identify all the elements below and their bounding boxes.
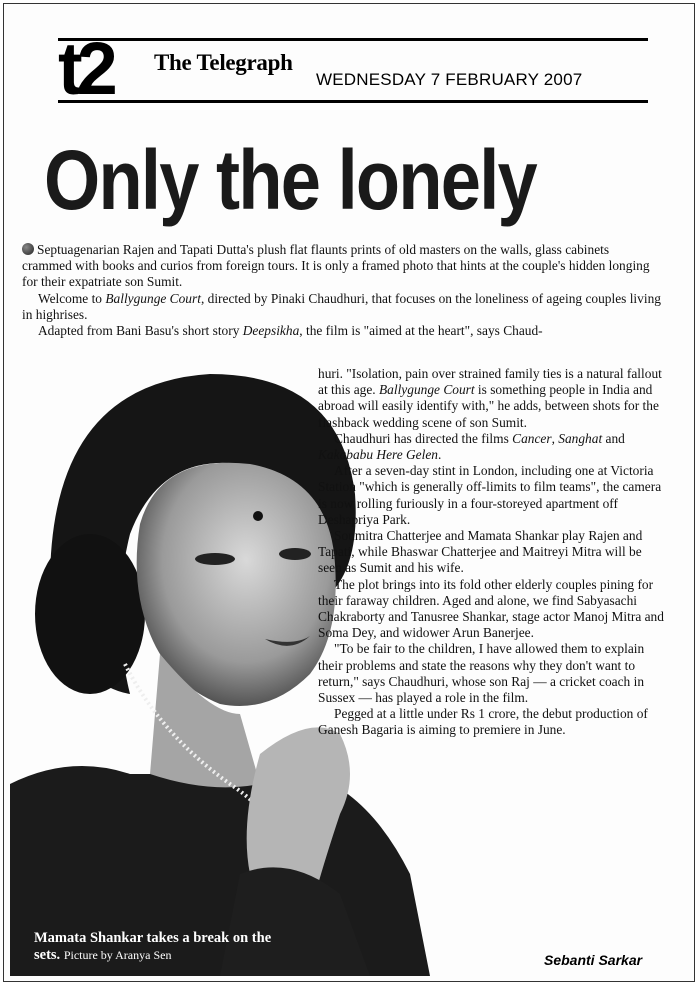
masthead-top-rule xyxy=(58,38,648,41)
article-column xyxy=(318,366,664,739)
t2-logo: t2 xyxy=(58,27,112,110)
paragraph-8: "To be fair to the children, I have allowed them to explain their problems and state the reasons why they don't want to return," says Chaudhuri, whose son Raj — a cricket coach in Sussex — has played a role in the film. xyxy=(318,641,645,706)
paragraph-1: Septuagenarian Rajen and Tapati Dutta's plush flat flaunts prints of old masters on the walls, glass cabinets crammed with books and curios from foreign tours. It is only a framed photo that hints at the couple's hidden longing for their expatriate son Sumit. xyxy=(22,242,650,290)
photo-caption: Mamata Shankar takes a break on the sets. Picture by Aranya Sen xyxy=(34,930,272,963)
bullet-icon xyxy=(22,243,34,255)
newspaper-clipping xyxy=(3,3,695,982)
paragraph-6: Soumitra Chatterjee and Mamata Shankar play Rajen and Tapati, while Bhaswar Chatterjee and Maitreyi Mitra will be seen as Sumit and his wife. xyxy=(318,528,643,576)
paragraph-3a: Adapted from Bani Basu's short story Deepsikha, the film is "aimed at the heart", says Chaud- xyxy=(38,323,543,339)
masthead xyxy=(58,27,648,110)
paragraph-4: Chaudhuri has directed the films Cancer, Sanghat and Kakababu Here Gelen. xyxy=(318,430,625,463)
paragraph-2: Welcome to Ballygunge Court, directed by Pinaki Chaudhuri, that focuses on the loneliness of ageing couples living in highrises. xyxy=(22,290,661,322)
masthead-bottom-rule xyxy=(58,100,648,103)
byline: Sebanti Sarkar xyxy=(544,952,643,968)
headline: Only the lonely xyxy=(44,133,537,227)
paragraph-3b: huri. "Isolation, pain over strained family ties is a natural fallout at this age. Ballygunge Court is something people in India and abroad will easily identify with," he adds, between shots for the flashback wedding scene of son Sumit. xyxy=(318,366,662,430)
paper-name: The Telegraph xyxy=(154,50,293,75)
article-body xyxy=(22,242,662,339)
paragraph-9: Pegged at a little under Rs 1 crore, the debut production of Ganesh Bagaria is aiming to premiere in June. xyxy=(318,706,648,738)
photo-credit: Picture by Aranya Sen xyxy=(63,948,172,962)
edition-date: WEDNESDAY 7 FEBRUARY 2007 xyxy=(316,70,583,89)
paragraph-5: After a seven-day stint in London, including one at Victoria Station "which is generally off-limits to film teams", the camera is now rolling furiously in a four-storeyed apartment off Deshapriya Park. xyxy=(318,463,662,527)
paragraph-7: The plot brings into its fold other elderly couples pining for their faraway children. Aged and alone, we find Sabyasachi Chakraborty and Tanusree Shankar, stage actor Manoj Mitra and Soma Dey, and widower Arun Banerjee. xyxy=(318,576,664,641)
